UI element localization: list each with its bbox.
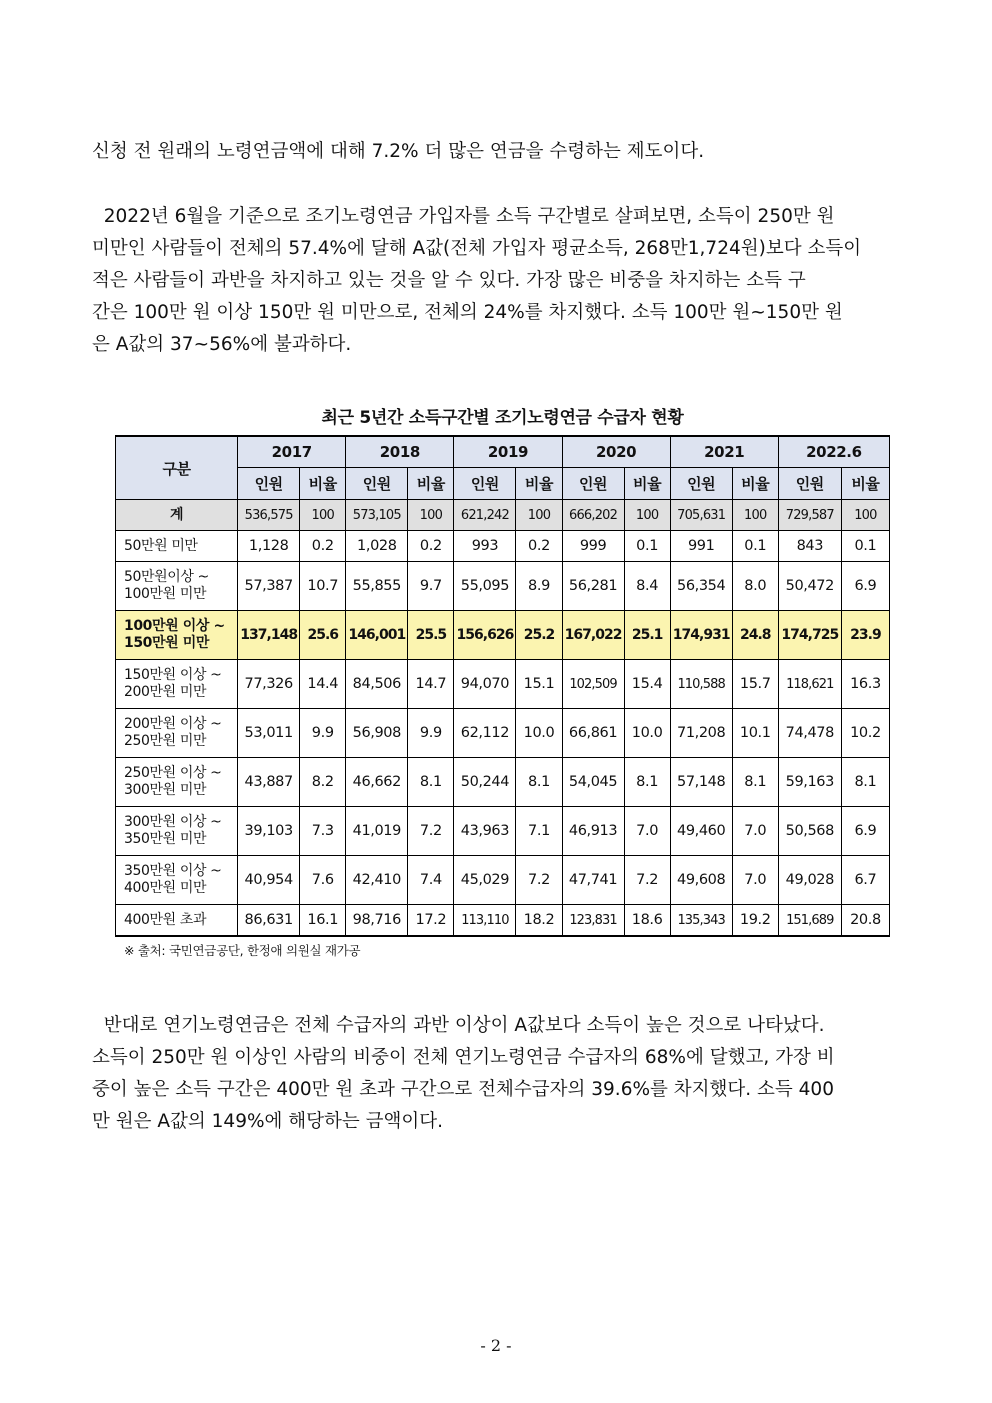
ratio-cell: 15.7	[732, 660, 778, 709]
count-cell: 146,001	[346, 611, 408, 660]
count-cell: 113,110	[454, 905, 516, 937]
count-cell: 55,855	[346, 562, 408, 611]
count-cell: 137,148	[238, 611, 300, 660]
ratio-header: 비율	[300, 468, 346, 500]
table-row	[116, 660, 890, 709]
count-cell: 110,588	[670, 660, 732, 709]
ratio-cell: 100	[624, 500, 670, 531]
paragraph-line: 2022년 6월을 기준으로 조기노령연금 가입자를 소득 구간별로 살펴보면, 소득이 250만 원	[92, 206, 835, 227]
table-row	[116, 758, 890, 807]
row-label-line: 100만원 이상 ~	[124, 618, 225, 634]
paragraph-line: 적은 사람들이 과반을 차지하고 있는 것을 알 수 있다. 가장 많은 비중을 차지하는 소득 구	[92, 270, 806, 291]
source-note: ※ 출처: 국민연금공단, 한정애 의원실 재가공	[124, 943, 361, 958]
count-cell: 71,208	[670, 709, 732, 758]
table-row	[116, 562, 890, 611]
ratio-cell: 18.2	[516, 905, 562, 937]
paragraph-line: 반대로 연기노령연금은 전체 수급자의 과반 이상이 A값보다 소득이 높은 것으로 나타났다.	[92, 1015, 825, 1036]
count-header: 인원	[238, 468, 300, 500]
ratio-cell: 100	[732, 500, 778, 531]
ratio-cell: 16.3	[841, 660, 889, 709]
table-title: 최근 5년간 소득구간별 조기노령연금 수급자 현황	[321, 408, 684, 428]
ratio-cell: 14.4	[300, 660, 346, 709]
paragraph-line: 만 원은 A값의 149%에 해당하는 금액이다.	[92, 1111, 444, 1132]
ratio-cell: 15.1	[516, 660, 562, 709]
year-header: 2022.6	[778, 436, 889, 468]
ratio-header: 비율	[408, 468, 454, 500]
ratio-cell: 7.0	[624, 807, 670, 856]
ratio-cell: 10.0	[516, 709, 562, 758]
ratio-cell: 9.7	[408, 562, 454, 611]
count-cell: 39,103	[238, 807, 300, 856]
row-label-line: 400만원 미만	[124, 880, 207, 896]
ratio-cell: 24.8	[732, 611, 778, 660]
count-cell: 49,460	[670, 807, 732, 856]
count-header: 인원	[778, 468, 841, 500]
ratio-cell: 16.1	[300, 905, 346, 937]
ratio-cell: 25.5	[408, 611, 454, 660]
row-label-line: 400만원 초과	[124, 911, 207, 928]
count-header: 인원	[346, 468, 408, 500]
count-cell: 50,244	[454, 758, 516, 807]
ratio-cell: 18.6	[624, 905, 670, 937]
ratio-cell: 0.2	[408, 531, 454, 562]
ratio-cell: 14.7	[408, 660, 454, 709]
ratio-cell: 8.1	[408, 758, 454, 807]
ratio-cell: 9.9	[408, 709, 454, 758]
category-header: 구분	[116, 436, 238, 500]
ratio-cell: 8.9	[516, 562, 562, 611]
paragraph-line: 중이 높은 소득 구간은 400만 원 초과 구간으로 전체수급자의 39.6%를 차지했다. 소득 400	[92, 1079, 834, 1100]
table-row	[116, 709, 890, 758]
ratio-cell: 10.1	[732, 709, 778, 758]
row-label-line: 50만원이상 ~	[124, 569, 209, 585]
year-header: 2020	[562, 436, 670, 468]
count-cell: 43,963	[454, 807, 516, 856]
row-label	[116, 856, 238, 905]
count-cell: 118,621	[778, 660, 841, 709]
ratio-header: 비율	[516, 468, 562, 500]
ratio-cell: 100	[300, 500, 346, 531]
ratio-cell: 0.1	[624, 531, 670, 562]
count-cell: 993	[454, 531, 516, 562]
ratio-cell: 8.0	[732, 562, 778, 611]
row-label-line: 200만원 미만	[124, 684, 207, 700]
ratio-cell: 17.2	[408, 905, 454, 937]
count-cell: 47,741	[562, 856, 624, 905]
count-cell: 174,931	[670, 611, 732, 660]
ratio-cell: 8.1	[624, 758, 670, 807]
count-cell: 50,568	[778, 807, 841, 856]
count-cell: 102,509	[562, 660, 624, 709]
ratio-cell: 10.2	[841, 709, 889, 758]
count-cell: 46,913	[562, 807, 624, 856]
ratio-cell: 23.9	[841, 611, 889, 660]
deferred-pension-paragraph	[92, 1010, 898, 1138]
year-header-row	[116, 436, 890, 468]
recipients-table-container	[115, 435, 890, 937]
count-cell: 66,861	[562, 709, 624, 758]
ratio-cell: 7.2	[624, 856, 670, 905]
row-label-line: 계	[170, 506, 184, 523]
year-header: 2019	[454, 436, 562, 468]
count-cell: 621,242	[454, 500, 516, 531]
ratio-cell: 20.8	[841, 905, 889, 937]
row-label-line: 100만원 미만	[124, 586, 207, 602]
count-cell: 50,472	[778, 562, 841, 611]
count-cell: 77,326	[238, 660, 300, 709]
count-cell: 40,954	[238, 856, 300, 905]
row-label-line: 300만원 미만	[124, 782, 207, 798]
ratio-cell: 7.0	[732, 807, 778, 856]
count-cell: 46,662	[346, 758, 408, 807]
row-label-line: 350만원 미만	[124, 831, 207, 847]
row-label	[116, 531, 238, 562]
count-cell: 86,631	[238, 905, 300, 937]
count-cell: 151,689	[778, 905, 841, 937]
count-cell: 1,128	[238, 531, 300, 562]
table-body	[116, 500, 890, 937]
count-cell: 57,387	[238, 562, 300, 611]
row-label	[116, 611, 238, 660]
count-cell: 999	[562, 531, 624, 562]
ratio-cell: 7.4	[408, 856, 454, 905]
table-row	[116, 905, 890, 937]
row-label-line: 150만원 미만	[124, 635, 209, 651]
ratio-cell: 7.0	[732, 856, 778, 905]
count-cell: 84,506	[346, 660, 408, 709]
table-row	[116, 500, 890, 531]
ratio-cell: 7.2	[516, 856, 562, 905]
ratio-cell: 8.1	[841, 758, 889, 807]
ratio-cell: 6.7	[841, 856, 889, 905]
table-row	[116, 531, 890, 562]
page-number: - 2 -	[480, 1336, 512, 1355]
ratio-header: 비율	[841, 468, 889, 500]
row-label-line: 150만원 이상 ~	[124, 667, 222, 683]
ratio-cell: 25.2	[516, 611, 562, 660]
ratio-cell: 7.3	[300, 807, 346, 856]
count-header: 인원	[454, 468, 516, 500]
ratio-cell: 8.1	[516, 758, 562, 807]
count-cell: 43,887	[238, 758, 300, 807]
ratio-cell: 19.2	[732, 905, 778, 937]
count-cell: 45,029	[454, 856, 516, 905]
count-cell: 42,410	[346, 856, 408, 905]
count-cell: 729,587	[778, 500, 841, 531]
row-label-line: 250만원 이상 ~	[124, 765, 222, 781]
count-cell: 56,281	[562, 562, 624, 611]
intro-paragraph	[92, 136, 898, 168]
paragraph-line: 신청 전 원래의 노령연금액에 대해 7.2% 더 많은 연금을 수령하는 제도이다.	[92, 141, 705, 162]
row-label-line: 50만원 미만	[124, 537, 198, 554]
count-cell: 55,095	[454, 562, 516, 611]
ratio-cell: 100	[516, 500, 562, 531]
row-label-line: 350만원 이상 ~	[124, 863, 222, 879]
count-cell: 666,202	[562, 500, 624, 531]
count-cell: 123,831	[562, 905, 624, 937]
count-cell: 94,070	[454, 660, 516, 709]
ratio-cell: 100	[841, 500, 889, 531]
ratio-cell: 7.2	[408, 807, 454, 856]
count-cell: 41,019	[346, 807, 408, 856]
count-cell: 1,028	[346, 531, 408, 562]
table-row	[116, 856, 890, 905]
ratio-cell: 8.4	[624, 562, 670, 611]
ratio-cell: 0.2	[516, 531, 562, 562]
year-header: 2021	[670, 436, 778, 468]
ratio-cell: 0.2	[300, 531, 346, 562]
count-cell: 98,716	[346, 905, 408, 937]
paragraph-line: 미만인 사람들이 전체의 57.4%에 달해 A값(전체 가입자 평균소득, 268만1,724원)보다 소득이	[92, 238, 862, 259]
count-cell: 49,028	[778, 856, 841, 905]
table-row	[116, 611, 890, 660]
paragraph-line: 소득이 250만 원 이상인 사람의 비중이 전체 연기노령연금 수급자의 68%에 달했고, 가장 비	[92, 1047, 835, 1068]
ratio-cell: 25.6	[300, 611, 346, 660]
ratio-cell: 9.9	[300, 709, 346, 758]
count-cell: 57,148	[670, 758, 732, 807]
ratio-cell: 0.1	[732, 531, 778, 562]
ratio-cell: 7.6	[300, 856, 346, 905]
year-header: 2017	[238, 436, 346, 468]
row-label-line: 200만원 이상 ~	[124, 716, 222, 732]
count-cell: 54,045	[562, 758, 624, 807]
count-cell: 705,631	[670, 500, 732, 531]
ratio-cell: 7.1	[516, 807, 562, 856]
ratio-cell: 15.4	[624, 660, 670, 709]
count-cell: 56,908	[346, 709, 408, 758]
row-label-line: 250만원 미만	[124, 733, 207, 749]
count-cell: 573,105	[346, 500, 408, 531]
ratio-header: 비율	[624, 468, 670, 500]
count-cell: 53,011	[238, 709, 300, 758]
count-cell: 59,163	[778, 758, 841, 807]
year-header: 2018	[346, 436, 454, 468]
count-cell: 135,343	[670, 905, 732, 937]
paragraph-line: 은 A값의 37~56%에 불과하다.	[92, 334, 352, 355]
row-label	[116, 500, 238, 531]
ratio-cell: 10.7	[300, 562, 346, 611]
count-header: 인원	[670, 468, 732, 500]
count-cell: 74,478	[778, 709, 841, 758]
ratio-cell: 10.0	[624, 709, 670, 758]
count-cell: 167,022	[562, 611, 624, 660]
ratio-cell: 8.1	[732, 758, 778, 807]
ratio-header: 비율	[732, 468, 778, 500]
count-cell: 536,575	[238, 500, 300, 531]
ratio-cell: 6.9	[841, 562, 889, 611]
ratio-cell: 0.1	[841, 531, 889, 562]
count-header: 인원	[562, 468, 624, 500]
row-label	[116, 758, 238, 807]
count-cell: 156,626	[454, 611, 516, 660]
row-label	[116, 562, 238, 611]
paragraph-line: 간은 100만 원 이상 150만 원 미만으로, 전체의 24%를 차지했다. 소득 100만 원~150만 원	[92, 302, 843, 323]
ratio-cell: 25.1	[624, 611, 670, 660]
income-analysis-paragraph	[92, 201, 898, 361]
ratio-cell: 6.9	[841, 807, 889, 856]
table-row	[116, 807, 890, 856]
count-cell: 991	[670, 531, 732, 562]
row-label	[116, 807, 238, 856]
recipients-table	[115, 435, 890, 937]
row-label	[116, 709, 238, 758]
count-cell: 49,608	[670, 856, 732, 905]
ratio-cell: 8.2	[300, 758, 346, 807]
ratio-cell: 100	[408, 500, 454, 531]
count-cell: 62,112	[454, 709, 516, 758]
row-label	[116, 660, 238, 709]
row-label	[116, 905, 238, 937]
count-cell: 56,354	[670, 562, 732, 611]
count-cell: 843	[778, 531, 841, 562]
row-label-line: 300만원 이상 ~	[124, 814, 222, 830]
count-cell: 174,725	[778, 611, 841, 660]
